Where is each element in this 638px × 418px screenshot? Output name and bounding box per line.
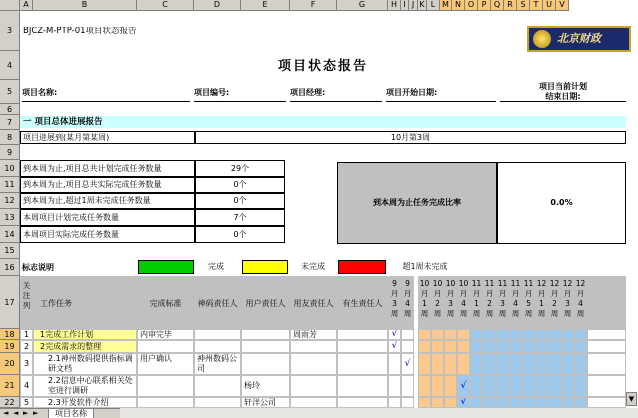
week-header: 11月2周 [483,276,496,329]
gantt-cell[interactable] [509,329,522,340]
task-criteria[interactable] [137,375,194,397]
stat-label: 到本周为止,项目总共计划完成任务数量 [20,160,195,177]
task-owner[interactable] [290,340,337,353]
ratio-label: 到本周为止任务完成比率 [337,162,497,244]
row-header-4[interactable]: 4 [0,51,20,80]
stat-value: 0个 [195,193,285,209]
gantt-cell[interactable] [483,329,496,340]
prev-sheet-button[interactable]: ◄ [13,409,19,417]
column-header-t[interactable]: T [530,0,543,11]
gantt-cell[interactable] [548,375,561,397]
column-header-r[interactable]: R [504,0,517,11]
gantt-cell[interactable] [548,353,561,375]
legend-title: 标志说明 [22,263,54,272]
row-header-3[interactable]: 3 [0,11,20,51]
task-name[interactable]: 1完成工作计划 [33,329,137,340]
gantt-cell[interactable] [457,329,470,340]
gantt-cell[interactable] [535,375,548,397]
header-seq: 关注列 [20,276,33,329]
column-header-i[interactable]: I [401,0,409,11]
task-owner[interactable] [290,375,337,397]
week-header: 10月2周 [431,276,444,329]
section-header: 一 项目总体进展报告 [20,116,626,128]
project-number-label: 项目编号: [194,86,286,102]
row-header-20[interactable]: 20 [0,353,20,375]
column-header-q[interactable]: Q [491,0,504,11]
row-header-11[interactable]: 11 [0,177,20,193]
company-logo [527,26,631,52]
gantt-cell[interactable] [418,375,431,397]
row-header-22[interactable]: 22 [0,397,20,408]
gantt-cell[interactable] [535,353,548,375]
legend-overdue-swatch [338,260,386,274]
project-start-label: 项目开始日期: [386,86,496,102]
gantt-cell[interactable] [444,329,457,340]
legend-undone-label: 未完成 [301,262,325,271]
gantt-cell[interactable] [470,340,483,353]
column-header-e[interactable]: E [241,0,290,11]
gantt-cell[interactable] [457,340,470,353]
progress-value: 10月第3周 [195,131,626,144]
stat-label: 到本周为止,项目总共实际完成任务数量 [20,177,195,193]
column-header-o[interactable]: O [465,0,478,11]
gantt-cell[interactable] [522,340,535,353]
week-header: 9月4周 [401,276,414,329]
row-header-9[interactable]: 9 [0,145,20,160]
gantt-cell[interactable] [431,397,444,408]
row-header-19[interactable]: 19 [0,340,20,353]
gantt-cell[interactable] [388,375,401,397]
gantt-cell[interactable] [509,353,522,375]
header-criteria: 完成标准 [137,276,194,329]
legend-overdue-label: 超1周未完成 [402,262,448,271]
week-header: 11月4周 [509,276,522,329]
gantt-cell[interactable] [535,340,548,353]
gantt-cell[interactable] [496,353,509,375]
column-header-a[interactable]: A [20,0,33,11]
row-header-8[interactable]: 8 [0,130,20,145]
stat-value: 0个 [195,177,285,193]
column-header-u[interactable]: U [543,0,556,11]
week-header: 11月1周 [470,276,483,329]
gantt-cell[interactable] [548,340,561,353]
project-name-label: 项目名称: [22,86,190,102]
gantt-cell[interactable] [483,340,496,353]
sheet-tab-project[interactable]: 项目名称 [48,409,94,418]
legend-done-swatch [138,260,194,274]
gantt-cell[interactable] [431,329,444,340]
gantt-cell[interactable] [574,397,587,408]
stat-value: 29个 [195,160,285,177]
gantt-cell[interactable]: √ [388,329,401,340]
gantt-cell[interactable] [561,353,574,375]
gantt-cell[interactable] [574,353,587,375]
gantt-cell[interactable] [496,375,509,397]
gantt-filler [587,375,626,397]
gantt-cell[interactable] [509,397,522,408]
task-user[interactable] [241,340,290,353]
week-header: 10月1周 [418,276,431,329]
column-header-v[interactable]: V [556,0,569,11]
gantt-cell[interactable] [401,329,414,340]
task-shenma[interactable] [194,375,241,397]
gantt-cell[interactable] [401,340,414,353]
gantt-cell[interactable] [561,397,574,408]
gantt-cell[interactable] [401,375,414,397]
gantt-cell[interactable] [548,397,561,408]
row-seq: 4 [20,375,33,397]
column-header-d[interactable]: D [194,0,241,11]
project-manager-label: 项目经理: [290,86,382,102]
gantt-filler [587,397,626,408]
column-header-l[interactable]: L [427,0,440,11]
task-other[interactable] [337,353,388,375]
column-header-b[interactable]: B [33,0,137,11]
gantt-cell[interactable] [470,329,483,340]
stat-value: 7个 [195,209,285,226]
last-sheet-button[interactable]: ► [33,409,39,417]
row-header-15[interactable]: 15 [0,243,20,259]
row-header-7[interactable]: 7 [0,115,20,130]
gantt-cell[interactable]: √ [388,340,401,353]
header-user: 用户责任人 [241,276,290,329]
doc-id: BJCZ-M-PTP-01项目状态报告 [23,27,137,36]
row-header-5[interactable]: 5 [0,80,20,104]
gantt-cell[interactable] [535,397,548,408]
gantt-cell[interactable] [561,329,574,340]
task-owner[interactable] [290,353,337,375]
row-seq: 1 [20,329,33,340]
stat-value: 0个 [195,226,285,243]
header-filler [587,276,626,329]
gantt-cell[interactable] [574,329,587,340]
gantt-cell[interactable] [470,375,483,397]
week-header: 10月4周 [457,276,470,329]
gantt-cell[interactable] [574,340,587,353]
row-header-10[interactable]: 10 [0,160,20,177]
week-header: 12月1周 [535,276,548,329]
gantt-cell[interactable] [522,353,535,375]
row-header-16[interactable]: 16 [0,259,20,276]
gantt-filler [587,340,626,353]
week-header: 9月3周 [388,276,401,329]
next-sheet-button[interactable]: ► [23,409,29,417]
gantt-cell[interactable] [401,397,414,408]
gantt-cell[interactable] [431,375,444,397]
row-header-14[interactable]: 14 [0,226,20,243]
task-name[interactable]: 2.3开发软件介绍 [33,397,137,408]
task-other[interactable] [337,397,388,408]
legend-done-label: 完成 [208,262,224,271]
column-header-n[interactable]: N [452,0,465,11]
gantt-cell[interactable] [418,329,431,340]
column-header-k[interactable]: K [418,0,427,11]
row-header-18[interactable]: 18 [0,329,20,340]
gantt-cell[interactable] [561,375,574,397]
report-title: 项目状态报告 [277,59,368,74]
task-owner[interactable] [290,397,337,408]
gantt-cell[interactable] [548,329,561,340]
week-header: 12月4周 [574,276,587,329]
progress-label: 项目进展到(某月第某周) [20,131,195,144]
horizontal-scrollbar[interactable] [120,408,638,418]
task-user[interactable]: 杨玲 [241,375,290,397]
week-header: 12月3周 [561,276,574,329]
task-name[interactable]: 2完成需求的整理 [33,340,137,353]
gantt-cell[interactable] [535,329,548,340]
column-header-h[interactable]: H [388,0,401,11]
row-seq: 3 [20,353,33,375]
legend-undone-swatch [242,260,288,274]
task-name[interactable]: 2.1神州数码提供指标调研文档 [33,353,137,375]
first-sheet-button[interactable]: ◄ [3,409,9,417]
column-header-g[interactable]: G [337,0,388,11]
gantt-cell[interactable] [444,353,457,375]
project-end-label-2: 结束日期: [500,92,626,102]
gantt-cell[interactable] [509,375,522,397]
task-shenma[interactable] [194,329,241,340]
task-user[interactable] [241,353,290,375]
gantt-cell[interactable] [457,353,470,375]
gantt-cell[interactable] [444,397,457,408]
task-criteria[interactable]: 内审完毕 [137,329,194,340]
column-header-c[interactable]: C [137,0,194,11]
gantt-cell[interactable] [388,397,401,408]
gantt-cell[interactable] [431,340,444,353]
gantt-filler [587,329,626,340]
logo-emblem-icon [533,30,551,48]
header-task: 工作任务 [33,276,137,329]
column-header-s[interactable]: S [517,0,530,11]
week-header: 11月3周 [496,276,509,329]
task-shenma[interactable] [194,340,241,353]
task-user[interactable] [241,329,290,340]
task-criteria[interactable]: 用户确认 [137,353,194,375]
gantt-cell[interactable] [418,340,431,353]
gantt-cell[interactable] [444,340,457,353]
project-end-label-1: 项目当前计划 [539,82,587,91]
gantt-cell[interactable] [483,353,496,375]
task-criteria[interactable] [137,340,194,353]
row-seq: 5 [20,397,33,408]
task-other[interactable] [337,340,388,353]
week-header: 12月2周 [548,276,561,329]
column-header-f[interactable]: F [290,0,337,11]
select-all-corner[interactable] [0,0,20,11]
gantt-cell[interactable] [418,353,431,375]
gantt-cell[interactable]: √ [401,353,414,375]
stat-label: 到本周为止,超过1周未完成任务数量 [20,193,195,209]
gantt-cell[interactable] [574,375,587,397]
task-criteria[interactable] [137,397,194,408]
gantt-cell[interactable] [522,329,535,340]
header-shenma: 神码责任人 [194,276,241,329]
task-name[interactable]: 2.2信息中心联系相关处室进行调研 [33,375,137,397]
column-header-m[interactable]: M [440,0,452,11]
gantt-filler [587,353,626,375]
gantt-cell[interactable] [483,397,496,408]
column-header-p[interactable]: P [478,0,491,11]
scroll-down-button[interactable]: ▼ [626,392,637,406]
task-owner[interactable]: 周雨芳 [290,329,337,340]
week-header: 11月5周 [522,276,535,329]
task-shenma[interactable] [194,397,241,408]
gantt-cell[interactable] [496,340,509,353]
task-other[interactable] [337,329,388,340]
row-header-17[interactable]: 17 [0,276,20,329]
gantt-cell[interactable] [444,375,457,397]
header-owner: 用友责任人 [290,276,337,329]
column-header-j[interactable]: J [409,0,418,11]
gantt-cell[interactable] [496,329,509,340]
logo-text: 北京财政 [557,32,601,45]
week-header: 10月3周 [444,276,457,329]
gantt-cell[interactable] [470,397,483,408]
gantt-cell[interactable] [561,340,574,353]
gantt-cell[interactable] [388,353,401,375]
gantt-cell[interactable] [522,397,535,408]
gantt-cell[interactable] [418,397,431,408]
task-other[interactable] [337,375,388,397]
task-shenma[interactable]: 神州数码公司 [194,353,241,375]
gantt-cell[interactable] [509,340,522,353]
gantt-cell[interactable]: √ [457,397,470,408]
row-header-21[interactable]: 21 [0,375,20,397]
stat-label: 本周项目实际完成任务数量 [20,226,195,243]
row-header-12[interactable]: 12 [0,193,20,209]
row-seq: 2 [20,340,33,353]
gantt-cell[interactable] [483,375,496,397]
header-other: 有生责任人 [337,276,388,329]
gantt-cell[interactable] [431,353,444,375]
gantt-cell[interactable] [470,353,483,375]
row-header-6[interactable]: 6 [0,104,20,115]
gantt-cell[interactable] [496,397,509,408]
task-user[interactable]: 轩洋公司 [241,397,290,408]
gantt-cell[interactable]: √ [457,375,470,397]
row-header-13[interactable]: 13 [0,209,20,226]
ratio-value: 0.0% [497,162,626,244]
gantt-cell[interactable] [522,375,535,397]
stat-label: 本周项目计划完成任务数量 [20,209,195,226]
